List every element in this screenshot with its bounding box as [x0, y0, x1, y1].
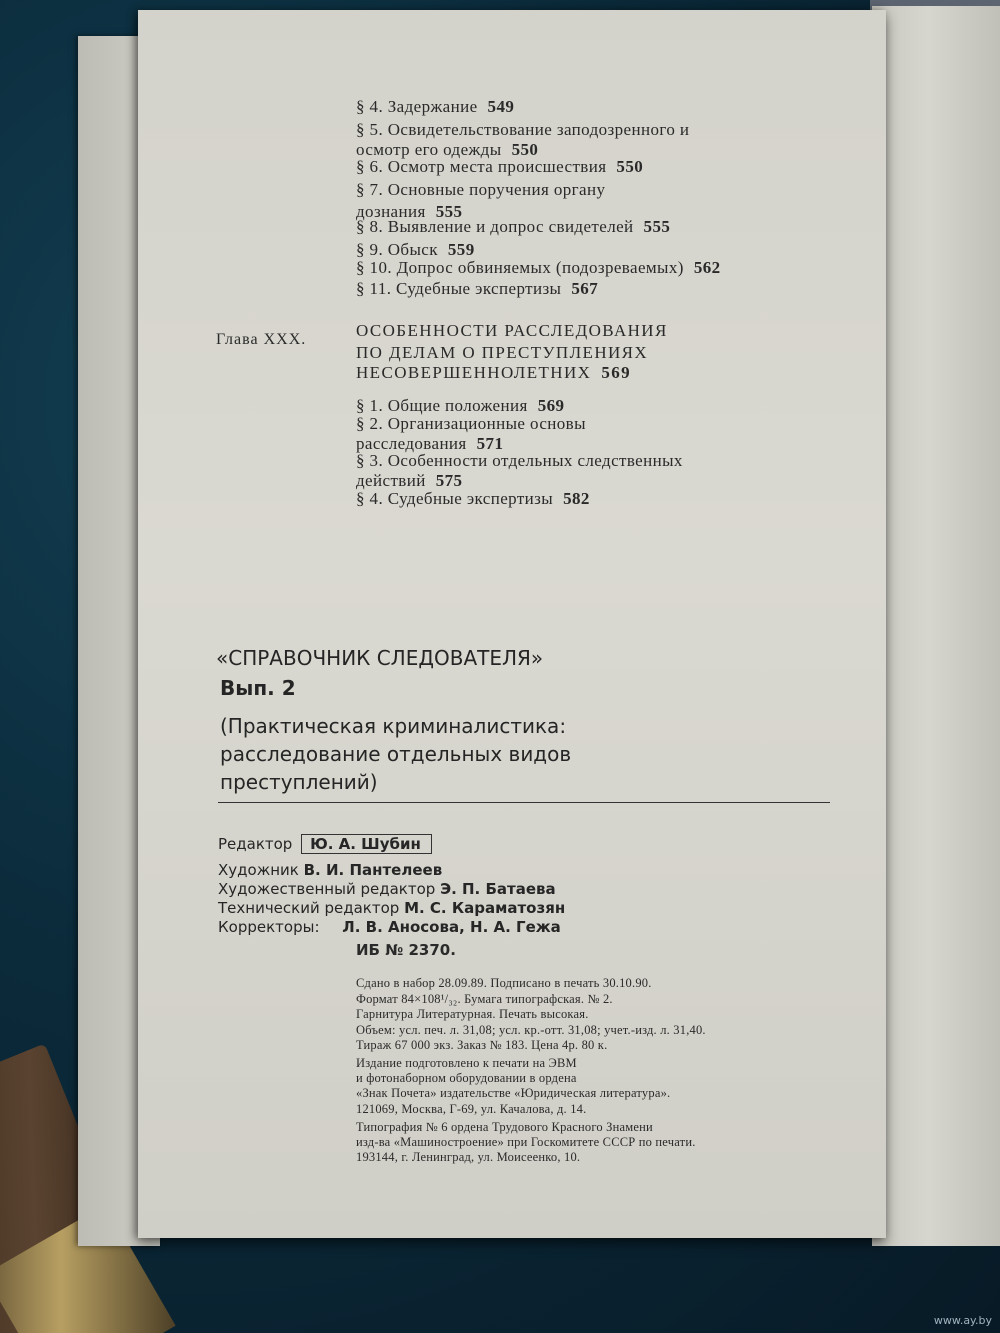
- artist-name: В. И. Пантелеев: [303, 861, 443, 879]
- chapter-section-line: [356, 471, 462, 491]
- page-number: 549: [487, 97, 515, 116]
- printer-info-line: 193144, г. Ленинград, ул. Моисеенко, 10.: [356, 1150, 581, 1165]
- print-details-line: Формат 84×108¹/₃₂. Бумага типографская. № 2.: [356, 991, 613, 1006]
- toc-entry-line: [356, 97, 514, 117]
- book-title: «СПРАВОЧНИК СЛЕДОВАТЕЛЯ»: [216, 646, 544, 670]
- chapter-section-text: расследования: [356, 434, 467, 453]
- watermark: www.ay.by: [933, 1314, 992, 1327]
- toc-entry-line: [356, 157, 643, 177]
- divider-rule: [218, 802, 830, 803]
- tech-editor-name: М. С. Караматозян: [404, 899, 566, 917]
- correctors-names: Л. В. Аносова, Н. А. Гежа: [342, 918, 561, 936]
- artist-line: [218, 861, 442, 879]
- book-page: [138, 10, 886, 1238]
- chapter-section-line: [356, 396, 564, 416]
- page-number: 582: [563, 489, 590, 508]
- page-number: 559: [447, 240, 475, 259]
- correctors-label: Корректоры:: [218, 918, 320, 936]
- page-number: 571: [476, 434, 504, 453]
- publisher-info-line: и фотонаборном оборудовании в ордена: [356, 1071, 577, 1086]
- page-number: 550: [511, 140, 539, 159]
- ib-number: ИБ № 2370.: [356, 941, 456, 959]
- subtitle-line: (Практическая криминалистика:: [220, 714, 567, 738]
- chapter-title-text: ОСОБЕННОСТИ РАССЛЕДОВАНИЯ: [356, 321, 668, 340]
- toc-entry-text: осмотр его одежды: [356, 140, 502, 159]
- chapter-title-line: [356, 321, 668, 341]
- issue-number: Вып. 2: [220, 676, 296, 700]
- chapter-section-text: § 1. Общие положения: [356, 396, 528, 415]
- page-number: 569: [601, 363, 632, 382]
- chapter-label: Глава XXX.: [216, 331, 307, 348]
- chapter-section-text: § 2. Организационные основы: [356, 414, 586, 433]
- toc-entry-text: § 4. Задержание: [356, 97, 478, 116]
- chapter-section-text: § 3. Особенности отдельных следственных: [356, 451, 683, 470]
- chapter-title-text: ПО ДЕЛАМ О ПРЕСТУПЛЕНИЯХ: [356, 343, 649, 362]
- toc-entry-line: [356, 279, 598, 299]
- publisher-info-line: «Знак Почета» издательстве «Юридическая литература».: [356, 1086, 671, 1101]
- page-number: 562: [693, 258, 721, 277]
- toc-entry-text: § 8. Выявление и допрос свидетелей: [356, 217, 634, 236]
- print-details-line: Объем: усл. печ. л. 31,08; усл. кр.-отт. 31,08; учет.-изд. л. 31,40.: [356, 1022, 706, 1037]
- print-details-line: Гарнитура Литературная. Печать высокая.: [356, 1007, 589, 1021]
- toc-entry-line: [356, 120, 689, 140]
- tech-editor-line: [218, 899, 565, 917]
- editor-name: Ю. А. Шубин: [301, 834, 432, 854]
- toc-entry-text: § 10. Допрос обвиняемых (подозреваемых): [356, 258, 684, 277]
- chapter-section-text: действий: [356, 471, 426, 490]
- toc-entry-text: § 11. Судебные экспертизы: [356, 279, 562, 298]
- page-number: 567: [571, 279, 599, 298]
- art-editor-line: [218, 880, 556, 898]
- toc-entry-line: [356, 258, 721, 278]
- publisher-info-line: 121069, Москва, Г-69, ул. Качалова, д. 14.: [356, 1101, 587, 1116]
- toc-entry-line: [356, 240, 475, 260]
- chapter-title-text: НЕСОВЕРШЕННОЛЕТНИХ: [356, 363, 592, 382]
- chapter-section-line: [356, 451, 683, 471]
- editor-line: [218, 834, 432, 854]
- page-number: 569: [537, 396, 565, 415]
- page-number: 575: [435, 471, 463, 490]
- subtitle-line: расследование отдельных видов: [220, 742, 572, 766]
- publisher-info-line: Издание подготовлено к печати на ЭВМ: [356, 1056, 577, 1070]
- chapter-section-text: § 4. Судебные экспертизы: [356, 489, 554, 508]
- right-page-edge: [872, 6, 1000, 1246]
- toc-entry-text: дознания: [356, 202, 426, 221]
- page-number: 550: [616, 157, 644, 176]
- toc-entry-line: [356, 217, 670, 237]
- toc-entry-text: § 7. Основные поручения органу: [356, 180, 606, 199]
- print-details-line: Сдано в набор 28.09.89. Подписано в печать 30.10.90.: [356, 976, 652, 990]
- chapter-title-line: [356, 343, 648, 363]
- toc-entry-text: § 9. Обыск: [356, 240, 438, 259]
- chapter-section-line: [356, 414, 586, 434]
- editor-label: Редактор: [218, 835, 293, 853]
- chapter-section-line: [356, 489, 590, 509]
- tech-editor-label: Технический редактор: [218, 899, 400, 917]
- correctors-line: [218, 918, 561, 936]
- art-editor-label: Художественный редактор: [218, 880, 436, 898]
- page-number: 555: [643, 217, 671, 236]
- toc-entry-text: § 5. Освидетельствование заподозренного и: [356, 120, 690, 139]
- chapter-title-line: [356, 363, 631, 383]
- print-details-line: Тираж 67 000 экз. Заказ № 183. Цена 4р. 80 к.: [356, 1038, 608, 1052]
- toc-entry-line: [356, 180, 605, 200]
- page-number: 555: [435, 202, 463, 221]
- artist-label: Художник: [218, 861, 299, 879]
- art-editor-name: Э. П. Батаева: [440, 880, 556, 898]
- printer-info-line: изд-ва «Машиностроение» при Госкомитете СССР по печати.: [356, 1135, 696, 1150]
- printer-info-line: Типография № 6 ордена Трудового Красного Знамени: [356, 1120, 653, 1134]
- subtitle-line: преступлений): [220, 770, 378, 794]
- toc-entry-text: § 6. Осмотр места происшествия: [356, 157, 607, 176]
